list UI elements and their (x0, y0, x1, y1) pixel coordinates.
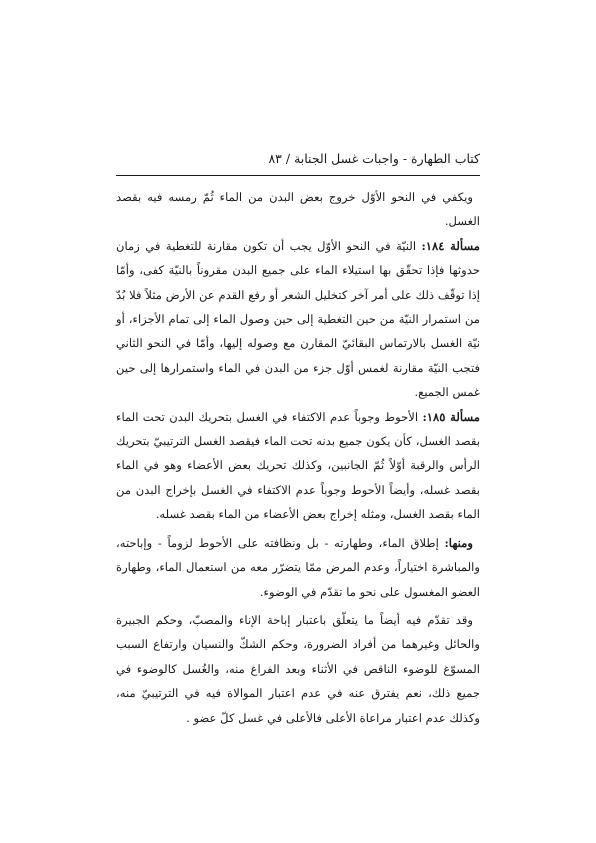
issue-185-text: الأحوط وجوباً عدم الاكتفاء في الغسل بتحريك البدن تحت الماء بقصد الغسل، كأن يكون جميع بدنه تحت الماء فيقصد الغسل الترتيبيّ بتحريك الرأس والرقبة أوّلاً ثُمّ الجانبين، وكذلك تحريك بعض الأعضاء وهو في الماء بقصد غسله، وأيضاً الأحوط وجوباً عدم الاكتفاء في الغسل بإخراج البدن من الماء بقصد الغسل، ومثله إخراج بعض الأعضاء من الماء بقصد غسله. (116, 409, 480, 522)
conditions-heading: ومنها: (444, 535, 473, 550)
paragraph-1: ويكفي في النحو الأوّل خروج بعض البدن من الماء ثُمّ رمسه فيه بقصد الغسل. (116, 190, 480, 229)
header-divider (116, 175, 480, 176)
paragraph-final: وقد تقدّم فيه أيضاً ما يتعلّق باعتبار إباحة الإناء والمصبّ، وحكم الجبيرة والحائل وغيرهما من أفراد الضرورة، وحكم الشكّ والنسيان وارتفاع السبب المسوّغ للوضوء الناقص في الأثناء وبعد الفراغ منه، والغُسل كالوضوء في جميع ذلك، نعم يفترق عنه في عدم اعتبار الموالاة فيه في الترتيبيّ منه، وكذلك عدم اعتبار مراعاة الأعلى فالأعلى في غسل كلّ عضو . (116, 612, 480, 725)
issue-185 (116, 405, 480, 527)
conditions-text: إطلاق الماء، وطهارته - بل ونظافته على الأحوط لزوماً - وإباحته، والمباشرة اختياراً، وعدم المرض ممّا يتضرّر معه من استعمال الماء، وطهارة العضو المغسول على نحو ما تقدّم في الوضوء. (116, 535, 480, 599)
page-body (116, 185, 480, 730)
issue-184 (116, 234, 480, 405)
running-header: كتاب الطهارة - واجبات غسل الجنابة / ٨٣ (268, 151, 480, 166)
issue-184-text: النيّة في النحو الأوّل يجب أن تكون مقارنة للتغطية في زمان حدوثها فإذا تحقّق بها استيلاء الماء على جميع البدن مقروناً بالنيّة كفى، وأمّا إذا توقّف ذلك على أمر آخر كتخليل الشعر أو رفع القدم عن الأرض مثلاً فلا بُدّ من استمرار النيّة من حين التغطية إلى حين وصول الماء إلى تمام الأجزاء، أو نيّة الغسل بالارتماس البقائيّ المقارن مع وصوله إليها، وأمّا في النحو الثاني فتجب النيّة مقارنة لغمس أوّل جزء من البدن في الماء واستمرارها إلى حين غمس الجميع. (116, 238, 480, 400)
issue-185-heading: مسألة ١٨٥: (422, 409, 480, 424)
conditions-paragraph (116, 531, 480, 604)
issue-184-heading: مسألة ١٨٤: (421, 238, 481, 253)
